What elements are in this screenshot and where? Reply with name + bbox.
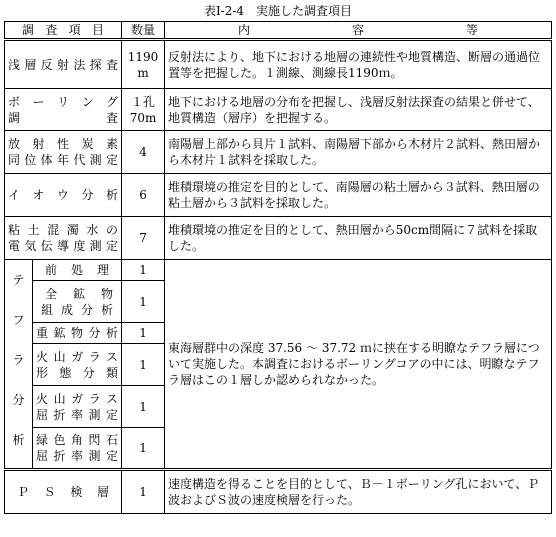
qty-cell-seismic <box>122 40 165 89</box>
header-content-cell <box>165 22 552 40</box>
qty-horn-refr: 1 <box>122 428 165 470</box>
table-title: 表Ⅰ-2-4 実施した調査項目 <box>203 4 353 18</box>
qty-glass-refr: 1 <box>122 386 165 428</box>
content-conductivity: 堆積環境の推定を目的として、熱田層から50cm間隔に７試料を採取した。 <box>165 217 552 260</box>
sub-cell-glass-refr <box>33 386 122 428</box>
tephra-group-char-1: テ <box>12 273 25 287</box>
tephra-group-char-5: 析 <box>12 433 25 447</box>
survey-items-table <box>4 21 552 514</box>
table-row-conductivity <box>5 217 552 260</box>
qty-seismic-1: 1190 <box>127 49 159 64</box>
content-sulfur: 堆積環境の推定を目的として、南陽層の粘土層から３試料、熱田層の粘土層から３試料を採取した。 <box>165 174 552 217</box>
item-cell-seismic <box>5 40 122 89</box>
item-cell-carbon <box>5 131 122 174</box>
table-row-tephra-pretreat <box>5 260 552 281</box>
qty-glass-shape: 1 <box>122 344 165 386</box>
tephra-group-char-2: フ <box>12 313 25 327</box>
qty-boring-1: １孔 <box>131 94 156 109</box>
item-boring-1: ボーリング <box>8 94 119 109</box>
sub-horn-refr-1: 緑色角閃石 <box>36 433 119 447</box>
header-item: 調査項目 <box>22 23 105 37</box>
table-caption <box>0 3 556 19</box>
qty-sulfur: 6 <box>122 174 165 217</box>
item-conductivity-1: 粘土混濁水の <box>8 223 119 237</box>
item-conductivity-2: 電気伝導度測定 <box>8 239 119 253</box>
sub-glass-shape-2: 形態分類 <box>36 365 119 380</box>
table-row-boring <box>5 89 552 131</box>
sub-glass-refr-2: 屈折率測定 <box>36 407 119 422</box>
item-cell-boring <box>5 89 122 131</box>
content-ps: 速度構造を得ることを目的として、Ｂ－１ボーリング孔において、Ｐ波およびＳ波の速度検層を行った。 <box>165 470 552 514</box>
sub-cell-glass-shape <box>33 344 122 386</box>
qty-ps: 1 <box>122 470 165 514</box>
tephra-group-char-4: 分 <box>12 393 25 407</box>
content-seismic: 反射法により、地下における地層の連続性や地質構造、断層の通過位置等を把握した。１測線、測線長1190ｍ。 <box>165 40 552 89</box>
content-tephra: 東海層群中の深度 37.56 ～ 37.72 ｍに挟在する明瞭なテフラ層について実施した。本調査におけるボーリングコアの中には、明瞭なテフラ層はこの１層しか認められなかった。 <box>165 260 552 470</box>
sub-cell-mineral <box>33 281 122 323</box>
content-boring: 地下における地層の分布を把握し、浅層反射法探査の結果と併せて、地質構造（層序）を把握する。 <box>165 89 552 131</box>
sub-cell-heavy <box>33 323 122 344</box>
qty-boring-2: 70m <box>129 110 157 125</box>
item-seismic: 浅層反射法探査 <box>8 57 119 72</box>
header-content: 内容等 <box>238 23 479 37</box>
item-carbon-1: 放射性炭素 <box>8 137 119 151</box>
sub-mineral-1: 全鉱物 <box>45 286 114 301</box>
sub-mineral-2: 組成分析 <box>41 302 114 317</box>
tephra-group-cell <box>5 260 33 470</box>
sub-horn-refr-2: 屈折率測定 <box>36 449 119 463</box>
item-carbon-2: 同位体年代測定 <box>8 153 119 167</box>
qty-seismic-2: m <box>137 65 149 80</box>
item-cell-sulfur <box>5 174 122 217</box>
table-row-carbon <box>5 131 552 174</box>
qty-pretreat: 1 <box>122 260 165 281</box>
sub-heavy: 重鉱物分析 <box>36 326 119 340</box>
sub-cell-pretreat <box>33 260 122 281</box>
table-row-ps <box>5 470 552 514</box>
sub-cell-horn-refr <box>33 428 122 470</box>
qty-carbon: 4 <box>122 131 165 174</box>
item-cell-ps <box>5 470 122 514</box>
content-carbon: 南陽層上部から貝片１試料、南陽層下部から木材片２試料、熱田層から木材片１試料を採取した。 <box>165 131 552 174</box>
sub-pretreat: 前処理 <box>45 263 110 277</box>
header-qty: 数量 <box>122 22 165 40</box>
table-row-sulfur <box>5 174 552 217</box>
qty-mineral: 1 <box>122 281 165 323</box>
item-boring-2: 調査 <box>8 110 119 125</box>
qty-cell-boring <box>122 89 165 131</box>
item-sulfur: イオウ分析 <box>8 188 119 202</box>
table-header-row <box>5 22 552 40</box>
qty-heavy: 1 <box>122 323 165 344</box>
sub-glass-refr-1: 火山ガラス <box>36 391 119 406</box>
tephra-group-char-3: ラ <box>12 353 25 367</box>
header-item-cell <box>5 22 122 40</box>
item-ps: ＰＳ検層 <box>17 485 110 499</box>
sub-glass-shape-1: 火山ガラス <box>36 349 119 364</box>
table-row-seismic <box>5 40 552 89</box>
qty-conductivity: 7 <box>122 217 165 260</box>
item-cell-conductivity <box>5 217 122 260</box>
